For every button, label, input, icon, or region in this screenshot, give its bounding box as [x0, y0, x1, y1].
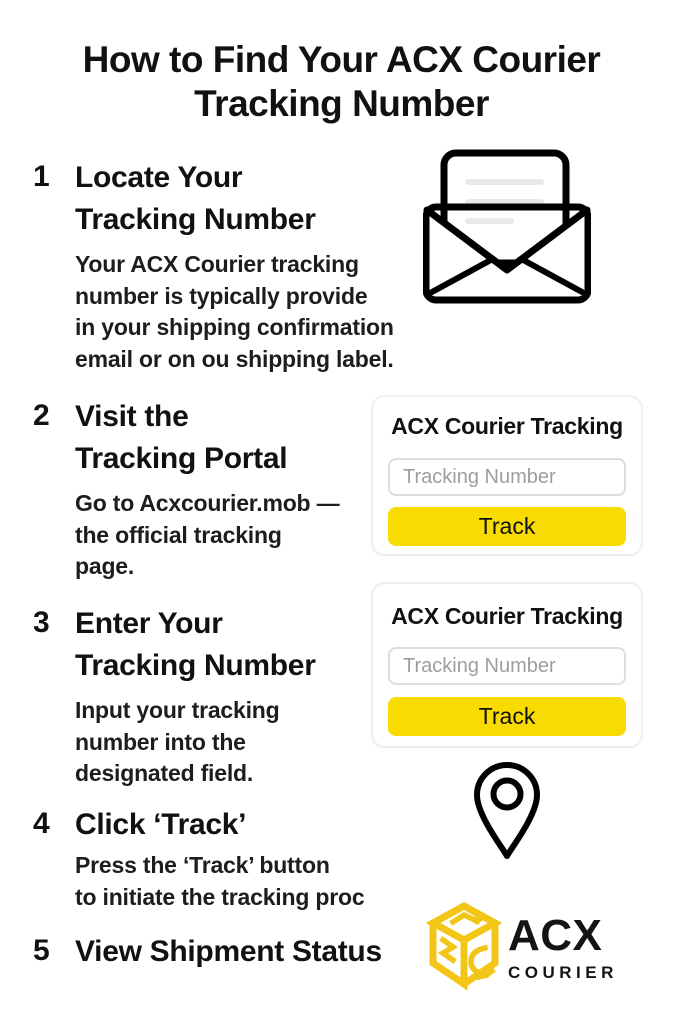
step-1-body-line-3: in your shipping confirmation — [75, 314, 394, 340]
step-2-heading — [75, 396, 287, 480]
step-1-number: 1 — [33, 160, 50, 193]
step-3-body-line-3: designated field. — [75, 760, 254, 786]
step-1-body-line-2: number is typically provide — [75, 282, 368, 309]
page-title-line-1: How to Find Your ACX Courier — [82, 39, 601, 80]
step-4-body-line-1: Press the ‘Track’ button — [75, 852, 330, 878]
tracking-portal-card-2 — [371, 582, 643, 748]
tracking-card-heading: ACX Courier Tracking — [391, 603, 623, 629]
step-3-body-line-2: number into the — [75, 728, 246, 755]
step-5-heading-line-1: View Shipment Status — [75, 935, 382, 968]
step-5-heading — [75, 931, 382, 973]
step-1-body-line-1: Your ACX Courier tracking — [75, 251, 359, 277]
step-2-body-line-2: the official tracking — [75, 521, 282, 548]
logo-subtitle: COURIER — [508, 963, 618, 982]
logo-name: ACX — [508, 911, 603, 960]
step-3-heading-line-2: Tracking Number — [75, 649, 316, 682]
tracking-card-heading: ACX Courier Tracking — [391, 413, 623, 439]
step-1-description — [75, 249, 394, 375]
step-2-body-line-1: Go to Acxcourier.mob — — [75, 490, 340, 516]
step-3-heading-line-1: Enter Your — [75, 607, 223, 640]
step-4-heading-line-1: Click ‘Track’ — [75, 808, 247, 841]
step-3-number: 3 — [33, 606, 50, 639]
step-4-description — [75, 850, 364, 913]
location-pin-icon — [467, 762, 547, 862]
step-2-heading-line-2: Tracking Portal — [75, 442, 288, 475]
tracking-portal-card-1 — [371, 395, 643, 556]
step-5-number: 5 — [33, 934, 50, 967]
step-3-heading — [75, 603, 316, 687]
track-button[interactable]: Track — [388, 697, 626, 736]
tracking-number-input[interactable] — [388, 458, 626, 496]
step-4-number: 4 — [33, 807, 50, 840]
step-3-body-line-1: Input your tracking — [75, 697, 280, 723]
open-envelope-icon — [423, 148, 591, 304]
step-2-body-line-3: page. — [75, 553, 135, 579]
step-1-body-line-4: email or on ou shipping label. — [75, 345, 394, 372]
step-4-heading — [75, 804, 246, 846]
page-title-line-2: Tracking Number — [194, 83, 489, 125]
tracking-number-input[interactable] — [388, 647, 626, 685]
step-1-heading-line-2: Tracking Number — [75, 203, 316, 236]
step-4-body-line-2: to initiate the tracking proc — [75, 883, 365, 910]
acx-courier-wordmark — [508, 911, 638, 983]
step-2-description — [75, 488, 339, 583]
step-1-heading-line-1: Locate Your — [75, 161, 243, 194]
step-2-heading-line-1: Visit the — [75, 400, 189, 433]
step-3-description — [75, 695, 280, 790]
step-2-number: 2 — [33, 399, 50, 432]
step-1-heading — [75, 157, 316, 241]
acx-box-logo-icon — [423, 901, 505, 991]
track-button[interactable]: Track — [388, 507, 626, 546]
page-title — [0, 38, 683, 127]
